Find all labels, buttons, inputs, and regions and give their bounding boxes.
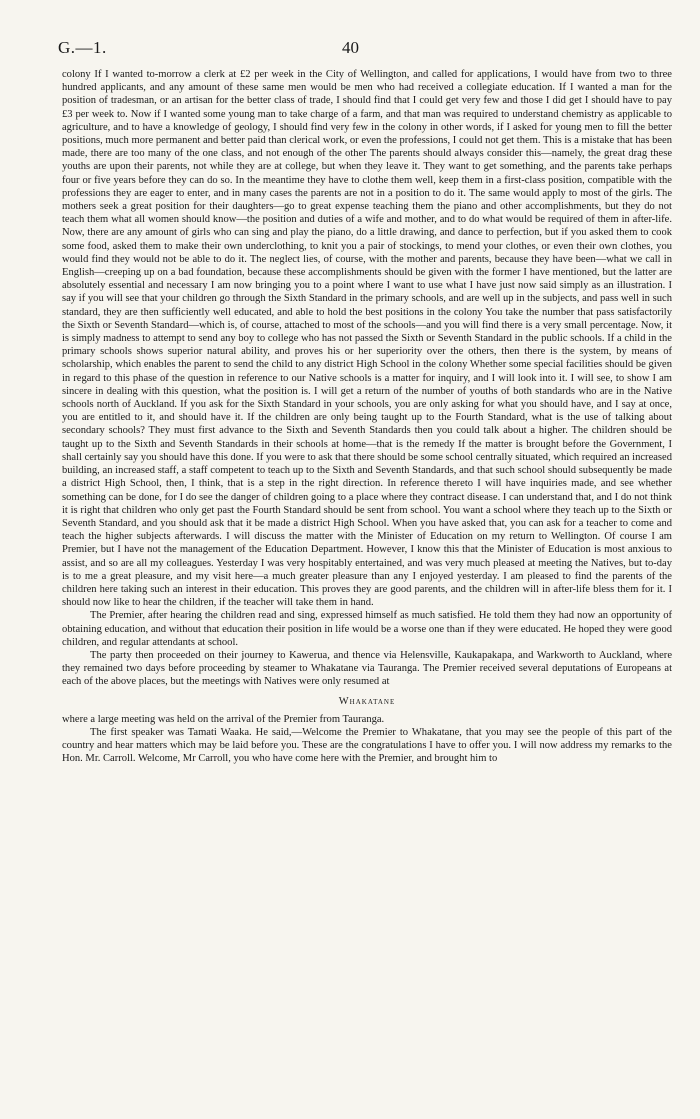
body-text [62,68,672,766]
paragraph: The Premier, after hearing the children read and sing, expressed himself as much satisfied. He told them they had now an opportunity of obtaining education, and without that education their position in life would be a worse one than if they were educated. He hoped they were good children, and regular attendants at school. [62,610,672,648]
paragraph: colony If I wanted to-morrow a clerk at £2 per week in the City of Wellington, and called for applications, I would have from two to three hundred applicants, and any amount of these same men would be men who had received a collegiate education. If I wanted a man for the position of tradesman, or an artisan for the better class of trade, I should find that I could get very few and those I did get I should have to pay £3 per week to. Now if I wanted some young man to take charge of a farm, and that man was required to understand chemistry as applicable to agriculture, and to have a knowledge of geology, I should find very few in the colony in other words, if I asked for young men to fill the better positions, much more permanent and better paid than clerical work, or even the professions, I could not get them. This is a mistake that has been made, there are too many of the one class, and not enough of the other The parents should always consider this—namely, the great drag these youths are upon their parents, not while they are at college, but when they leave it. They want to get something, and the parents take perhaps four or five years before they can do so. In the meantime they have to clothe them well, keep them in a first-class position, compatible with the professions they are eager to enter, and in many cases the parents are not in a position to do it. The same would apply to most of the girls. The mothers seek a great position for their daughters—go to great expense teaching them the piano and other accomplishments, but they do not teach them what all women should know—the position and duties of a wife and mother, and to do what would be required of them in after-life. Now, there are any amount of girls who can sing and play the piano, do a little drawing, and dance to perfection, but if you asked them to cook some food, asked them to make their own underclothing, to knit you a pair of stockings, to mend your clothes, or even their own clothes, you would find they would not be able to do it. The neglect lies, of course, with the mother and parents, because they have been—what we call in English—creeping up on a bad foundation, because these accomplishments should be given with the former I have mentioned, but the latter are absolutely essential and necessary I am now bringing you to a point where I want to use what I have just now said simply as an illustration. I say if you will see that your children go through the Sixth Standard in the primary schools, and are well up in the subjects, and pass well in such standard, they are then sufficiently well educated, and able to hold the best positions in the colony You take the number that pass satisfactorily the Sixth or Seventh Standard—which is, of course, attached to most of the schools—and you will find there is a very small percentage. Now, it is simply madness to attempt to send any boy to college who has not passed the Sixth or Seventh Standard in the public schools. If a child in the primary schools shows superior natural ability, and proves his or her superiority over the others, then there is the system, by means of scholarship, which enables the parent to send the child to any district High School in the colony Whether some special facilities should be given in regard to this phase of the question in reference to our Native schools is a matter for inquiry, and I will look into it. I will see, to show I am sincere in dealing with this question, what the position is. I will get a return of the number of youths of both standards who are in the Native schools north of Auckland. If you ask for the Sixth Standard in your schools, you are only asking for what you should have, and I say at once, you are entitled to it, and should have it. If the children are only being taught up to the Fourth Standard, what is the use of talking about secondary schools? They must first advance to the Sixth and Seventh Standards then you could talk about a higher. The children should be taught up to the Sixth and Seventh Standards in their schools at home—that is the remedy If the matter is brought before the Government, I shall certainly say you should have this done. If you were to ask that there should be some school centrally situated, which required an increased building, an increased staff, a staff competent to teach up to the Sixth and Seventh Standards, and that such school should subsequently be made a district High School, then, I think, that is a step in the right direction. In reference thereto I will have inquiries made, and see whether something can be done, for I do see the danger of children going to a place where they contract disease. I can understand that, and I do not think it is right that children who only get past the Fourth Standard should be sent from school. You want a school where they teach up to the Sixth or Seventh Standard, and you should ask that it be made a district High School. When you have asked that, you can ask for a teacher to come and teach the higher subjects afterwards. I will discuss the matter with the Minister of Education on my return to Wellington. Of course I am Premier, but I have not the management of the Education Department. However, I know this that the Minister of Education is most anxious to assist, and so are all my colleagues. Yesterday I was very hospitably entertained, and was very much pleased at meeting the Natives, but to-day is to me a great pleasure, and my visit here—a much greater pleasure than any I enjoyed yesterday. I am pleased to find the parents of the children here taking such an interest in their education. This proves they are good parents, and the children will in after-life bless them for it. I should now like to hear the children, if the teacher will take them in hand. [62,69,672,609]
page-number: 40 [342,38,359,57]
section-heading: Whakatane [338,695,396,707]
paragraph: where a large meeting was held on the arrival of the Premier from Tauranga. [62,713,385,725]
paper-code: G.—1. [58,38,107,57]
paragraph: The party then proceeded on their journey to Kawerua, and thence via Helensville, Kaukapakapa, and Warkworth to Auckland, where they remained two days before proceeding by steamer to Whakatane via Tauranga. The Premier received several deputations of Europeans at each of the above places, but the meetings with Natives were only resumed at [62,649,672,688]
paragraph: The first speaker was Tamati Waaka. He said,—Welcome the Premier to Whakatane, that you may see the people of this part of the country and hear matters which may be laid before you. These are the congratulations I have to offer you. I will now address my remarks to the Hon. Mr. Carroll. Welcome, Mr Carroll, you who have come here with the Premier, and brought him to [62,726,672,765]
page-header [58,38,660,60]
